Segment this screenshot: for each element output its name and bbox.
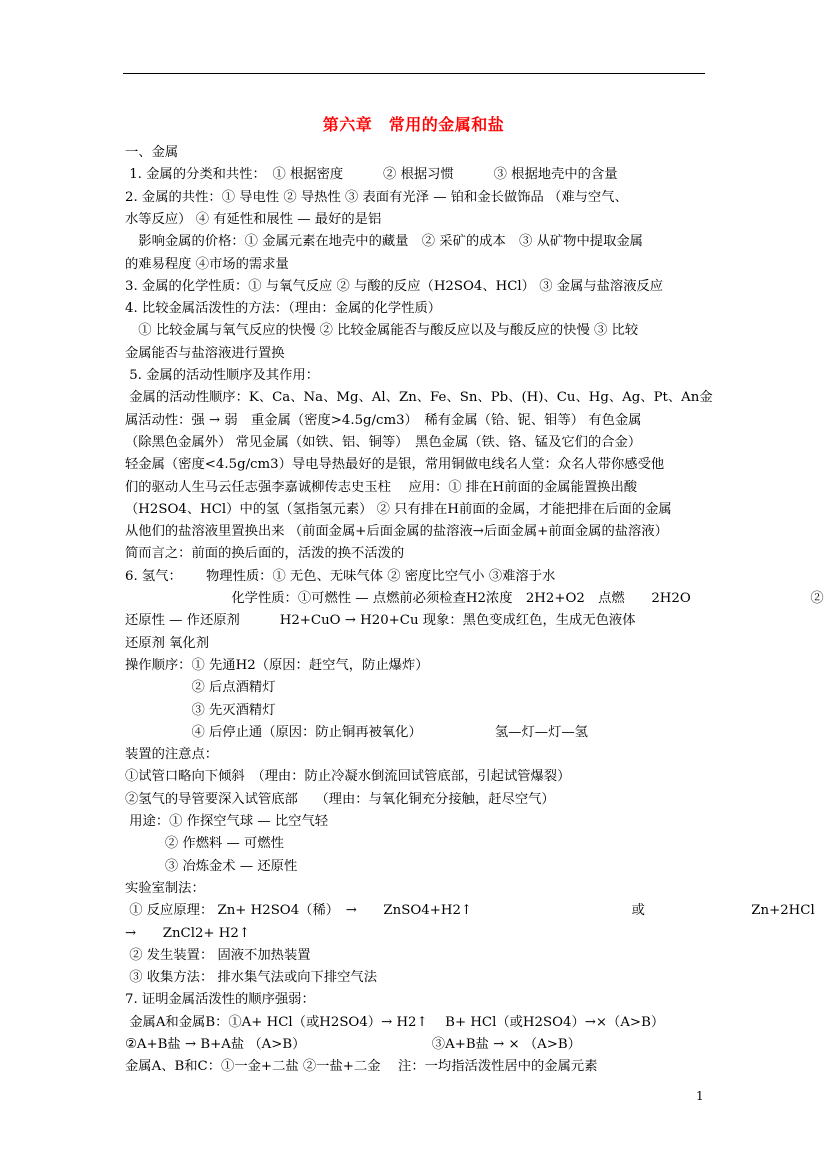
text-line: ③ 收集方法： 排水集气法或向下排空气法 — [125, 970, 378, 986]
text-line: 化学性质：①可燃性 — 点燃前必须检查H2浓度 2H2+O2 点燃 2H2O ② — [125, 591, 824, 606]
text-line: 还原性 — 作还原剂 H2+CuO → H20+Cu 现象：黑色变成红色，生成无色液体 — [125, 613, 636, 629]
text-line: ② 后点酒精灯 — [125, 680, 276, 696]
text-line: 6. 氢气： 物理性质：① 无色、无味气体 ② 密度比空气小 ③难溶于水 — [125, 568, 556, 584]
text-line: 3. 金属的化学性质：① 与氧气反应 ② 与酸的反应（H2SO4、HCl） ③ 金属与盐溶液反应 — [125, 278, 664, 294]
text-line: 属活动性：强 → 弱 重金属（密度>4.5g/cm3） 稀有金属（铪、铌、钼等） 有色金属 — [125, 412, 642, 428]
text-line: → ZnCl2+ H2↑ — [125, 925, 250, 941]
text-line: 金属A、B和C：①一金+二盐 ②一盐+二金 注：一均指活泼性居中的金属元素 — [125, 1059, 598, 1075]
text-line: 金属A和金属B：①A+ HCl（或H2SO4）→ H2↑ B+ HCl（或H2SO4）→×（A>B） — [125, 1014, 665, 1030]
text-line: 操作顺序：① 先通H2（原因：赶空气，防止爆炸） — [125, 657, 429, 673]
text-line: ④ 后停止通（原因：防止铜再被氧化） 氢—灯—灯—氢 — [125, 724, 588, 740]
header-rule — [123, 73, 705, 74]
text-line: 们的驱动人生马云任志强李嘉诚柳传志史玉柱 应用：① 排在H前面的金属能置换出酸 — [125, 479, 638, 495]
text-line: ① 比较金属与氧气反应的快慢 ② 比较金属能否与酸反应以及与酸反应的快慢 ③ 比较 — [125, 323, 639, 339]
text-line: 4. 比较金属活泼性的方法：（理由：金属的化学性质） — [125, 301, 442, 317]
text-line: 5. 金属的活动性顺序及其作用： — [125, 368, 319, 383]
text-line: 从他们的盐溶液里置换出来 （前面金属+后面金属的盐溶液→后面金属+前面金属的盐溶液） — [125, 524, 668, 540]
chapter-title: 第六章 常用的金属和盐 — [322, 115, 505, 134]
text-line: 水等反应） ④ 有延性和展性 — 最好的是铝 — [125, 211, 382, 227]
text-line: ②氢气的导管要深入试管底部 （理由：与氧化铜充分接触，赶尽空气） — [125, 791, 555, 807]
text-line: 简而言之：前面的换后面的，活泼的换不活泼的 — [125, 546, 405, 562]
page-number: 1 — [696, 1089, 704, 1103]
text-line: 7. 证明金属活泼性的顺序强弱： — [125, 992, 315, 1008]
text-line: 用途：① 作探空气球 — 比空气轻 — [125, 814, 329, 829]
text-line: 的难易程度 ④市场的需求量 — [125, 256, 289, 272]
text-line: 实验室制法： — [125, 880, 205, 896]
text-line: ① 反应原理： Zn+ H2SO4（稀） → ZnSO4+H2↑ 或 Zn+2HCl — [125, 903, 815, 919]
text-line: 装置的注意点： — [125, 747, 219, 763]
text-line: 还原剂 氧化剂 — [125, 635, 210, 651]
text-line: 1. 金属的分类和共性： ① 根据密度 ② 根据习惯 ③ 根据地壳中的含量 — [125, 167, 618, 183]
text-line: ③ 先灭酒精灯 — [125, 702, 276, 718]
text-line: ③ 冶炼金术 — 还原性 — [125, 858, 298, 874]
text-line: 轻金属（密度<4.5g/cm3）导电导热最好的是银，常用铜做电线名人堂：众名人带你感受他 — [125, 457, 665, 473]
text-line: 金属的活动性顺序：K、Ca、Na、Mg、Al、Zn、Fe、Sn、Pb、(H)、Cu、Hg、Ag、Pt、An金 — [125, 390, 713, 406]
text-line: ②A+B盐 → B+A盐 （A>B） ③A+B盐 → × （A>B） — [125, 1037, 581, 1052]
text-line: （除黑色金属外） 常见金属（如铁、铝、铜等） 黑色金属（铁、铬、锰及它们的合金） — [125, 434, 642, 450]
text-line: 影响金属的价格：① 金属元素在地壳中的藏量 ② 采矿的成本 ③ 从矿物中提取金属 — [125, 234, 643, 250]
text-line: ①试管口略向下倾斜 （理由：防止冷凝水倒流回试管底部，引起试管爆裂） — [125, 769, 571, 785]
text-line: ② 作燃料 — 可燃性 — [125, 836, 284, 852]
text-line: ② 发生装置： 固液不加热装置 — [125, 947, 311, 963]
text-line: 金属能否与盐溶液进行置换 — [125, 345, 285, 361]
text-line: 2. 金属的共性：① 导电性 ② 导热性 ③ 表面有光泽 — 铂和金长做饰品 （难与空气、 — [125, 189, 628, 205]
text-line: 一、金属 — [125, 145, 179, 160]
text-line: （H2SO4、HCl）中的氢（氢指氢元素） ② 只有排在H前面的金属，才能把排在后面的金属 — [125, 501, 672, 517]
